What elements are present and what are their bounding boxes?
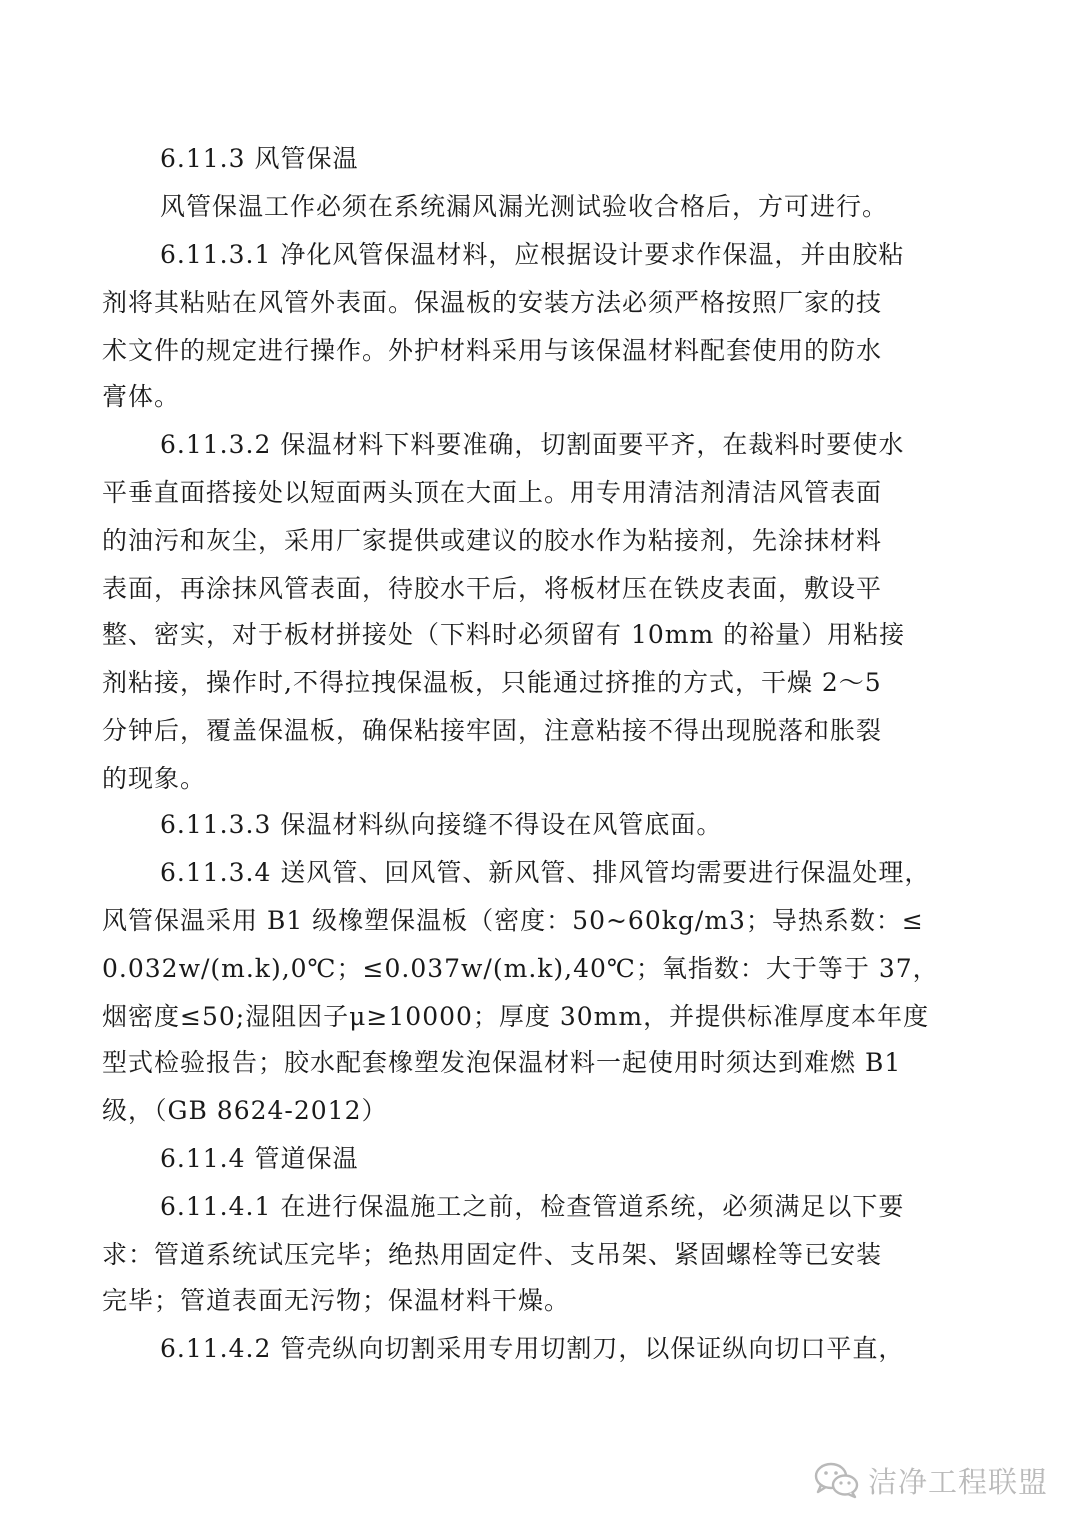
paragraph-line: 风管保温采用 B1 级橡塑保温板（密度：50~60kg/m3；导热系数：≤: [102, 906, 924, 935]
paragraph-line: 烟密度≤50;湿阻因子μ≥10000；厚度 30mm，并提供标准厚度本年度: [102, 1002, 930, 1031]
paragraph-line: 级，（GB 8624-2012）: [102, 1096, 388, 1125]
paragraph-line: 6.11.3.2 保温材料下料要准确，切割面要平齐，在裁料时要使水: [160, 430, 905, 459]
paragraph-line: 膏体。: [102, 382, 181, 411]
paragraph-line: 分钟后，覆盖保温板，确保粘接牢固，注意粘接不得出现脱落和胀裂: [102, 716, 883, 745]
paragraph-line: 6.11.3.1 净化风管保温材料，应根据设计要求作保温，并由胶粘: [160, 240, 905, 269]
section-heading-6-11-3: 6.11.3 风管保温: [160, 144, 359, 173]
paragraph-line: 求：管道系统试压完毕；绝热用固定件、支吊架、紧固螺栓等已安装: [102, 1240, 883, 1269]
paragraph-line: 的现象。: [102, 764, 207, 793]
paragraph-line: 型式检验报告；胶水配套橡塑发泡保温材料一起使用时须达到难燃 B1: [102, 1048, 902, 1077]
paragraph-line: 完毕；管道表面无污物；保温材料干燥。: [102, 1286, 571, 1315]
paragraph-line: 术文件的规定进行操作。外护材料采用与该保温材料配套使用的防水: [102, 336, 883, 365]
paragraph-line: 风管保温工作必须在系统漏风漏光测试验收合格后，方可进行。: [160, 192, 889, 221]
paragraph-line: 0.032w/(m.k),0℃；≤0.037w/(m.k),40℃；氧指数：大于等于 37，: [102, 954, 939, 983]
section-heading-6-11-4: 6.11.4 管道保温: [160, 1144, 359, 1173]
paragraph-line: 整、密实，对于板材拼接处（下料时必须留有 10mm 的裕量）用粘接: [102, 620, 906, 649]
paragraph-line: 6.11.3.3 保温材料纵向接缝不得设在风管底面。: [160, 810, 723, 839]
paragraph-line: 剂将其粘贴在风管外表面。保温板的安装方法必须严格按照厂家的技: [102, 288, 883, 317]
paragraph-line: 6.11.4.1 在进行保温施工之前，检查管道系统，必须满足以下要: [160, 1192, 905, 1221]
paragraph-line: 6.11.4.2 管壳纵向切割采用专用切割刀，以保证纵向切口平直，: [160, 1334, 905, 1363]
watermark-text: 洁净工程联盟: [867, 1464, 1048, 1499]
paragraph-line: 6.11.3.4 送风管、回风管、新风管、排风管均需要进行保温处理，: [160, 858, 931, 887]
wechat-icon: [814, 1461, 860, 1499]
paragraph-line: 的油污和灰尘，采用厂家提供或建议的胶水作为粘接剂，先涂抹材料: [102, 526, 883, 555]
paragraph-line: 剂粘接，操作时,不得拉拽保温板，只能通过挤推的方式，干燥 2～5: [102, 668, 882, 697]
paragraph-line: 平垂直面搭接处以短面两头顶在大面上。用专用清洁剂清洁风管表面: [102, 478, 883, 507]
paragraph-line: 表面，再涂抹风管表面，待胶水干后，将板材压在铁皮表面，敷设平: [102, 574, 883, 603]
watermark: [814, 1458, 1048, 1502]
